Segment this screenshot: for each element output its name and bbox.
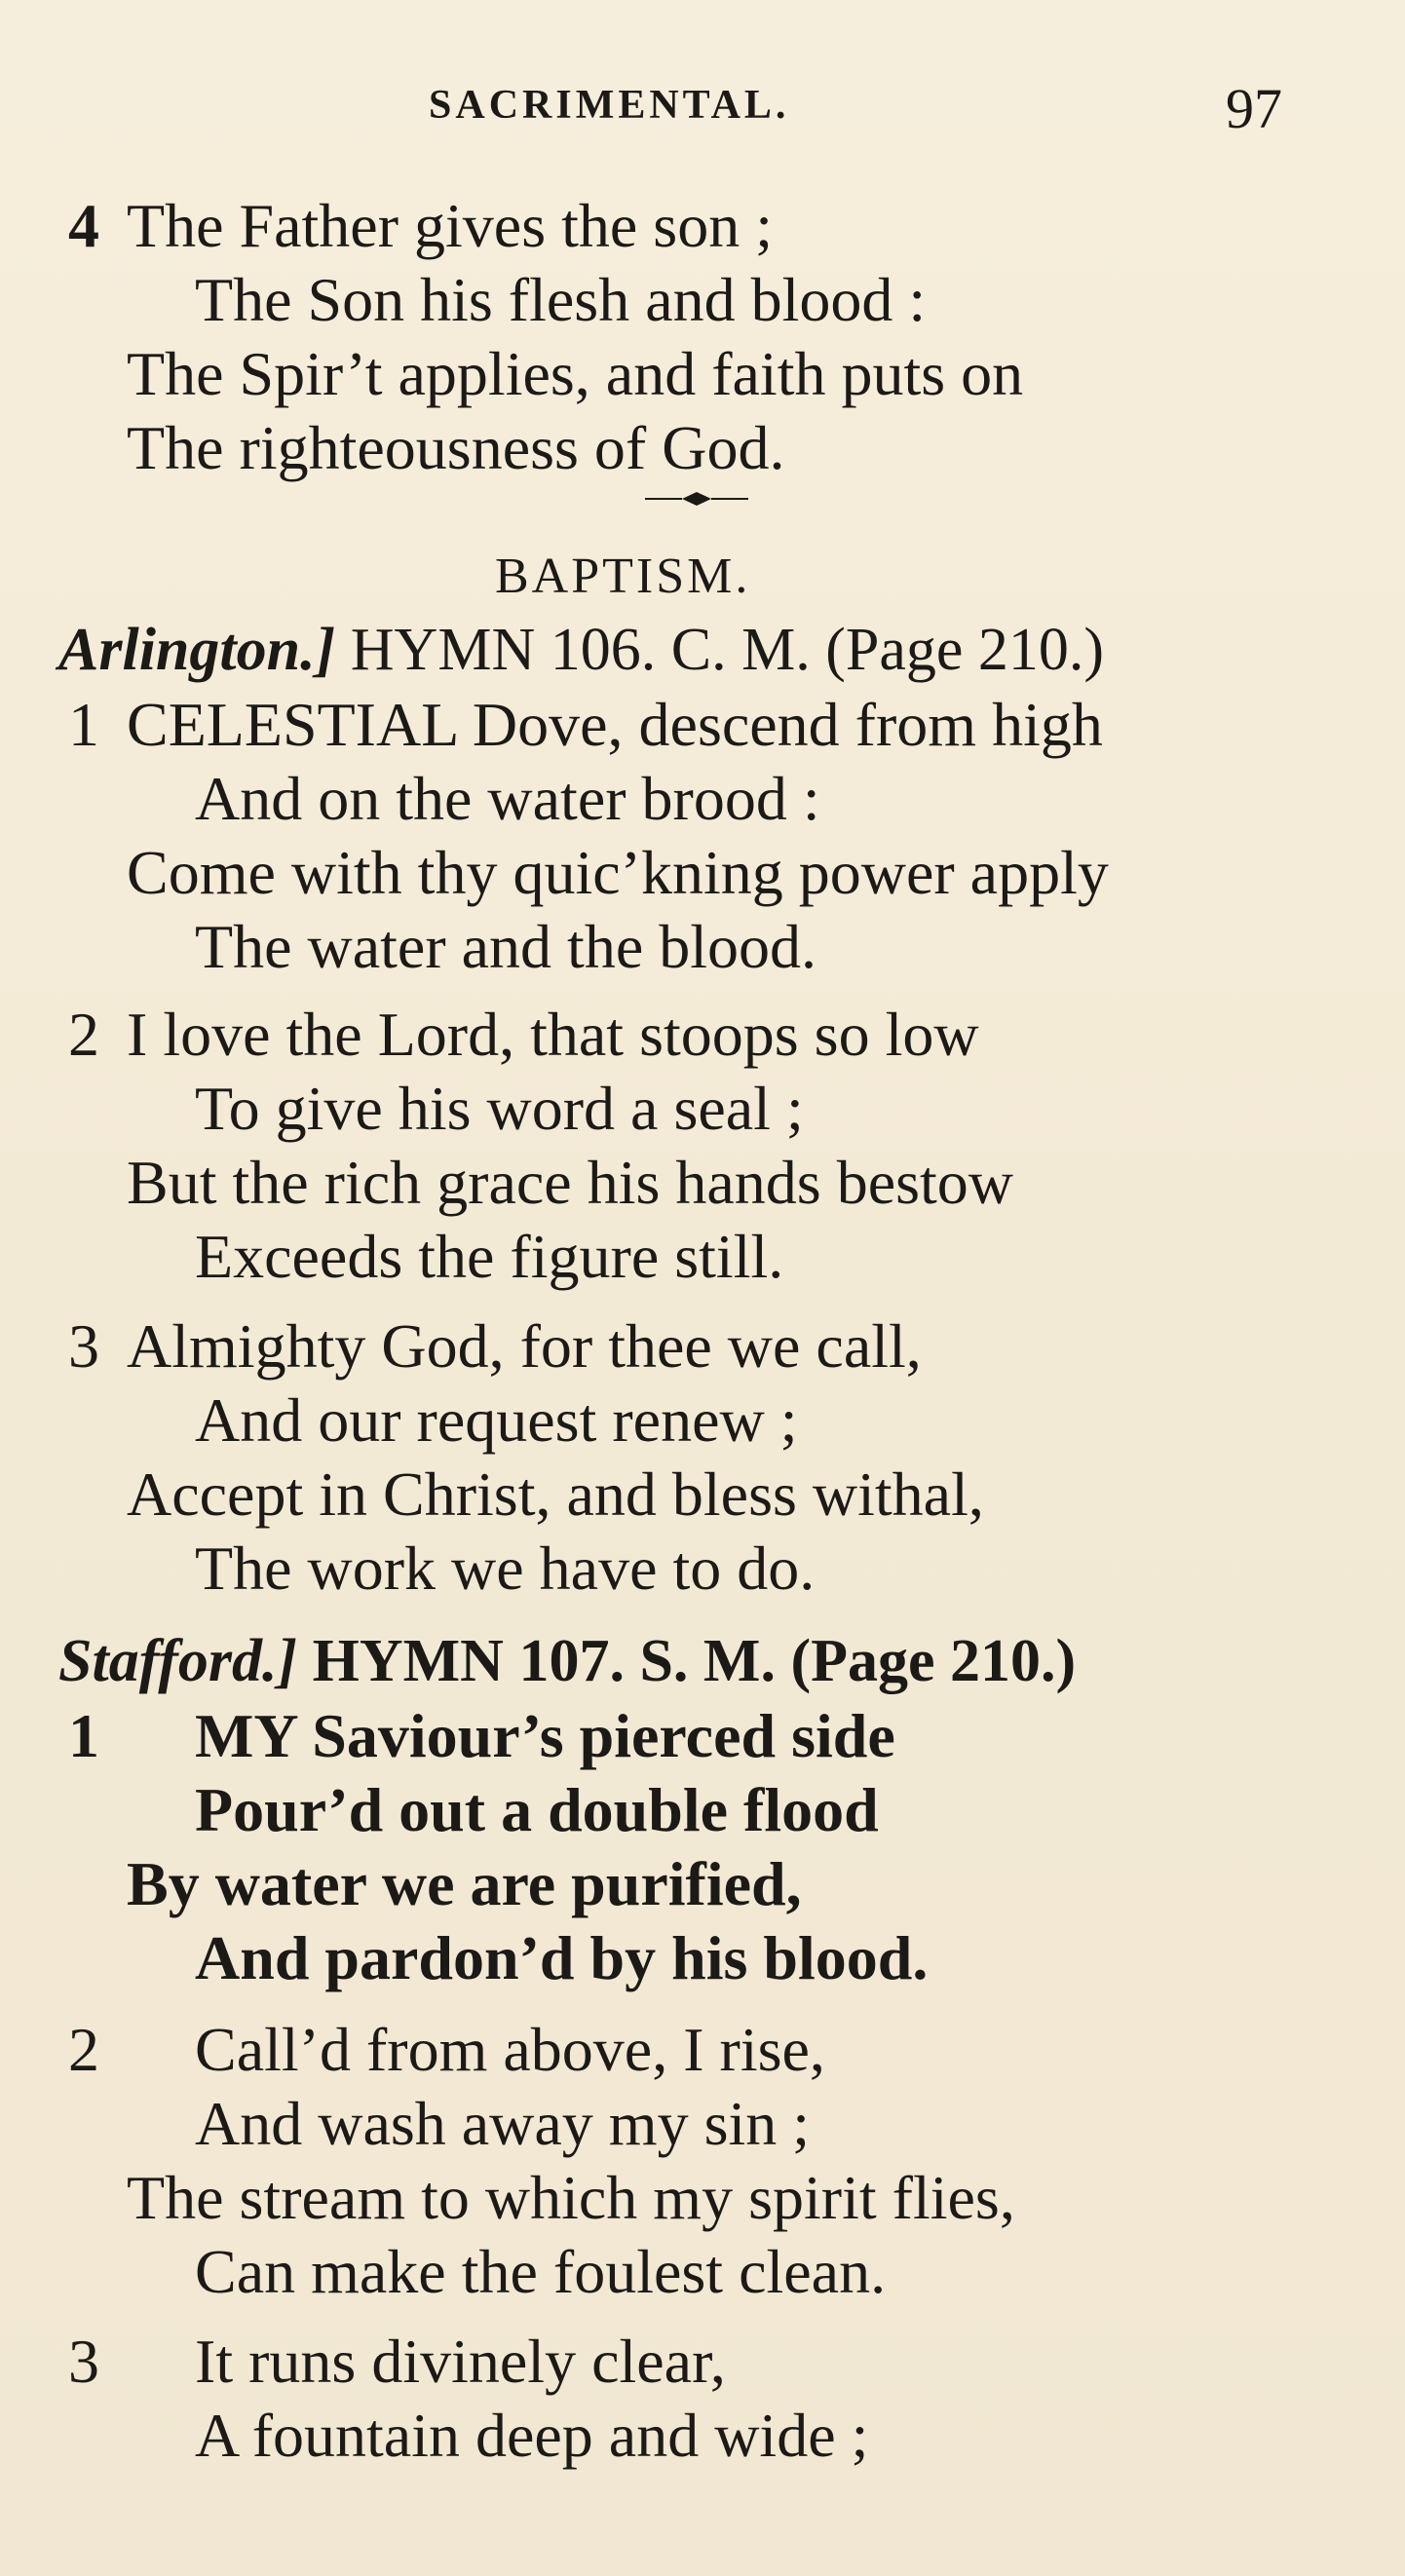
verse-line: The righteousness of God. (127, 413, 785, 482)
verse-line: The Father gives the son ; (127, 191, 773, 260)
verse-line: Can make the foulest clean. (195, 2237, 887, 2306)
verse-line: And our request renew ; (195, 1385, 798, 1455)
verse-line: Pour’d out a double flood (195, 1775, 879, 1844)
verse-line: And on the water brood : (195, 764, 820, 833)
hymn-label: HYMN 107. S. M. (Page 210.) (312, 1628, 1077, 1694)
tune-name: Stafford.] (58, 1628, 298, 1694)
verse-line: Exceeds the figure still. (195, 1222, 784, 1291)
verse-line: Come with thy quic’kning power apply (127, 838, 1109, 907)
verse-line: The Son his flesh and blood : (195, 265, 927, 334)
verse-number: 4 (68, 191, 99, 260)
hymn-heading (58, 1628, 1077, 1694)
verse-line: A fountain deep and wide ; (195, 2401, 869, 2470)
verse-line: To give his word a seal ; (195, 1074, 804, 1143)
verse-line: But the rich grace his hands bestow (127, 1148, 1013, 1217)
running-head: SACRIMENTAL. (429, 83, 790, 128)
verse-line: CELESTIAL Dove, descend from high (127, 690, 1103, 759)
verse-number: 3 (68, 2327, 99, 2396)
verse-line: It runs divinely clear, (195, 2327, 726, 2396)
ornament-divider-icon (645, 489, 748, 509)
section-title: BAPTISM. (495, 549, 751, 604)
verse-line: Call’d from above, I rise, (195, 2015, 825, 2084)
verse-line: Almighty God, for thee we call, (127, 1311, 922, 1381)
verse-number: 1 (68, 690, 99, 759)
verse-line: I love the Lord, that stoops so low (127, 1000, 979, 1069)
verse-line: The stream to which my spirit flies, (127, 2163, 1015, 2232)
verse-line: MY Saviour’s pierced side (195, 1701, 895, 1770)
hymn-heading (58, 617, 1105, 683)
verse-line: The Spir’t applies, and faith puts on (127, 339, 1024, 408)
verse-line: And pardon’d by his blood. (195, 1923, 929, 1992)
verse-line: The water and the blood. (195, 912, 816, 981)
page-number: 97 (1226, 77, 1282, 140)
hymn-label: HYMN 106. C. M. (Page 210.) (350, 617, 1105, 683)
verse-line: By water we are purified, (127, 1849, 802, 1918)
verse-number: 2 (68, 1000, 99, 1069)
tune-name: Arlington.] (58, 617, 336, 683)
verse-number: 2 (68, 2015, 99, 2084)
verse-line: The work we have to do. (195, 1534, 816, 1603)
verse-line: And wash away my sin ; (195, 2089, 811, 2158)
verse-number: 3 (68, 1311, 99, 1381)
verse-line: Accept in Christ, and bless withal, (127, 1459, 984, 1529)
verse-number: 1 (68, 1701, 99, 1770)
